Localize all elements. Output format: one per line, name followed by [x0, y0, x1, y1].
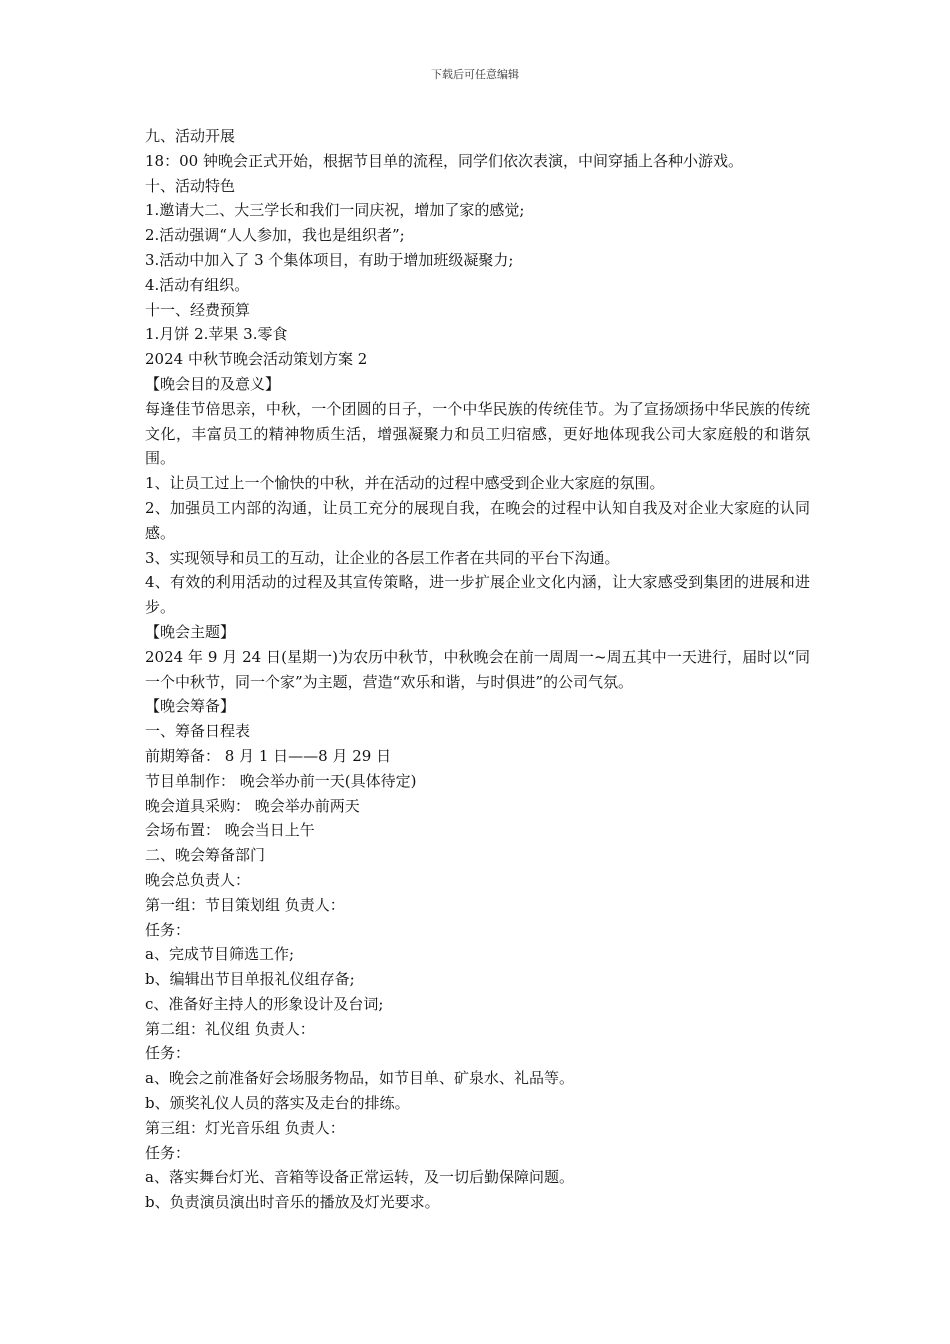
schedule-item: 前期筹备： 8 月 1 日——8 月 29 日	[145, 746, 392, 765]
schedule-item: 晚会道具采购： 晚会举办前两天	[145, 796, 360, 815]
document-body	[145, 124, 810, 1215]
purpose-item: 3、实现领导和员工的互动，让企业的各层工作者在共同的平台下沟通。	[145, 548, 620, 567]
section-heading-activity: 九、活动开展	[145, 127, 236, 145]
task-item: c、准备好主持人的形象设计及台词;	[145, 994, 384, 1013]
list-item: 1.月饼 2.苹果 3.零食	[145, 325, 288, 344]
section-heading-purpose: 【晚会目的及意义】	[145, 374, 281, 393]
purpose-paragraph: 每逢佳节倍思亲，中秋，一个团圆的日子，一个中华民族的传统佳节。为了宣扬颂扬中华民族的传统文化，丰富员工的精神物质生活，增强凝聚力和员工归宿感，更好地体现我公司大家庭般的和谐氛围。	[145, 399, 810, 468]
document-subtitle: 2024 中秋节晚会活动策划方案 2	[145, 350, 368, 369]
purpose-item: 1、让员工过上一个愉快的中秋，并在活动的过程中感受到企业大家庭的氛围。	[145, 474, 665, 493]
purpose-item: 2、加强员工内部的沟通，让员工充分的展现自我，在晚会的过程中认知自我及对企业大家庭的认同感。	[145, 498, 810, 542]
task-item: b、负责演员演出时音乐的播放及灯光要求。	[145, 1193, 440, 1212]
list-item: 3.活动中加入了 3 个集体项目，有助于增加班级凝聚力;	[145, 250, 514, 269]
group-heading: 第三组：灯光音乐组 负责人：	[145, 1118, 345, 1137]
list-item: 1.邀请大二、大三学长和我们一同庆祝，增加了家的感觉;	[145, 201, 525, 220]
task-item: b、颁奖礼仪人员的落实及走台的排练。	[145, 1094, 410, 1113]
task-item: a、落实舞台灯光、音箱等设备正常运转，及一切后勤保障问题。	[145, 1168, 574, 1187]
schedule-item: 节目单制作： 晚会举办前一天(具体待定)	[145, 771, 417, 790]
theme-paragraph: 2024 年 9 月 24 日(星期一)为农历中秋节，中秋晚会在前一周周一~周五其中一天进行，届时以“同一个中秋节，同一个家”为主题，营造“欢乐和谐，与时俱进”的公司气氛。	[145, 647, 810, 691]
schedule-item: 会场布置： 晚会当日上午	[145, 821, 315, 840]
section-heading-budget: 十一、经费预算	[145, 300, 251, 319]
task-item: b、编辑出节目单报礼仪组存备;	[145, 970, 355, 989]
group-heading: 第一组：节目策划组 负责人：	[145, 895, 345, 914]
section-heading-preparation: 【晚会筹备】	[145, 697, 236, 716]
task-item: a、完成节目筛选工作;	[145, 945, 294, 964]
purpose-item: 4、有效的利用活动的过程及其宣传策略，进一步扩展企业文化内涵，让大家感受到集团的进展和进步。	[145, 573, 810, 617]
page-header-note: 下载后可任意编辑	[431, 68, 519, 81]
section-heading-theme: 【晚会主题】	[145, 622, 236, 641]
task-label: 任务：	[145, 1044, 191, 1063]
text-line: 晚会总负责人：	[145, 870, 251, 889]
list-item: 2.活动强调“人人参加，我也是组织者”;	[145, 226, 405, 245]
section-heading-features: 十、活动特色	[145, 176, 236, 195]
subheading-schedule: 一、筹备日程表	[145, 722, 251, 741]
task-item: a、晚会之前准备好会场服务物品，如节目单、矿泉水、礼品等。	[145, 1069, 574, 1088]
task-label: 任务：	[145, 920, 191, 939]
task-label: 任务：	[145, 1143, 191, 1162]
text-line: 18：00 钟晚会正式开始，根据节目单的流程，同学们依次表演，中间穿插上各种小游戏。	[145, 151, 743, 170]
group-heading: 第二组：礼仪组 负责人：	[145, 1019, 315, 1038]
subheading-departments: 二、晚会筹备部门	[145, 846, 266, 865]
list-item: 4.活动有组织。	[145, 275, 250, 294]
